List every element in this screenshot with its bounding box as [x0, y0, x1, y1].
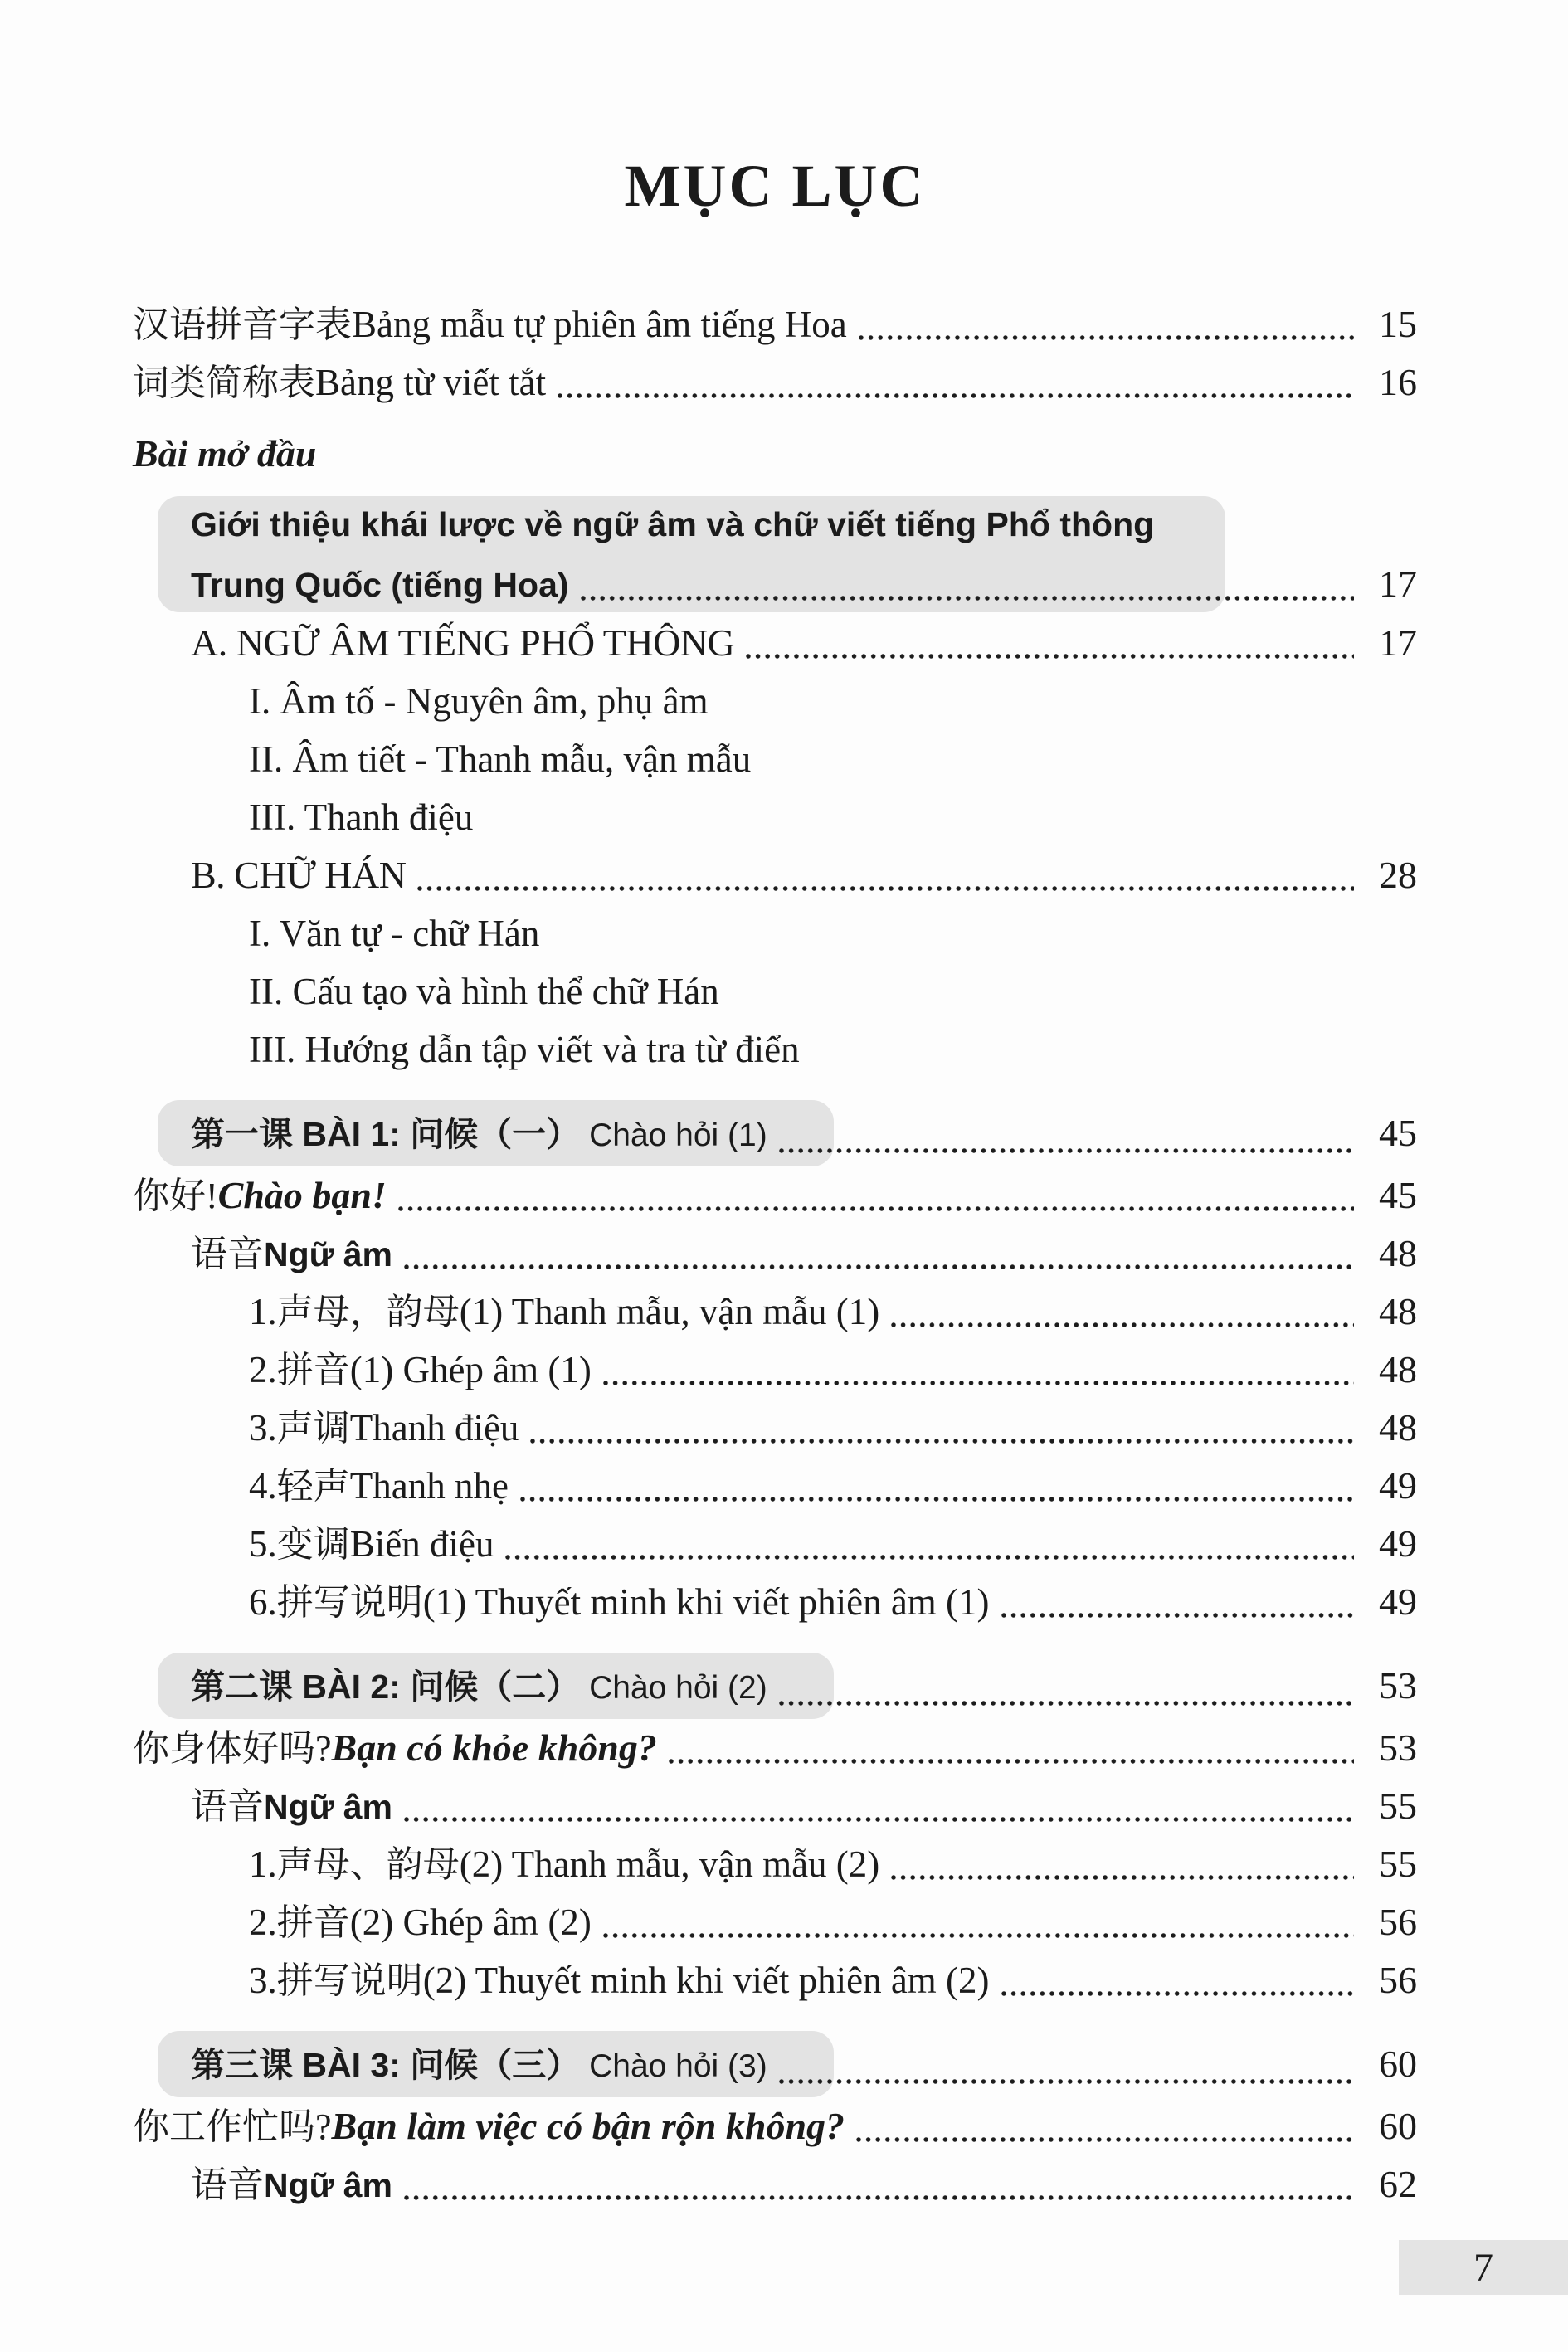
- toc-entry-text: Trung Quốc (tiếng Hoa): [191, 566, 569, 604]
- page-number: 49: [1379, 1464, 1417, 1507]
- page-number: 48: [1379, 1290, 1417, 1332]
- toc-entry-text: B. CHỮ HÁN: [191, 854, 407, 896]
- dot-leader: [859, 334, 1354, 342]
- toc-entry-text: 语音: [191, 1234, 264, 1274]
- toc-entry-text: Bạn có khỏe không?: [331, 1726, 657, 1769]
- toc-entry-text: 第一课 BÀI 1: 问候（一）: [191, 1115, 581, 1153]
- dot-leader: [404, 1263, 1354, 1271]
- section-heading: [133, 425, 1417, 483]
- page-number: 53: [1379, 1726, 1417, 1769]
- toc-row: [133, 1515, 1417, 1573]
- toc-row: [133, 730, 1417, 788]
- toc-entry-text: 4.: [249, 1465, 277, 1507]
- toc-entry-text: Chào hỏi (2): [580, 1670, 767, 1706]
- toc-row: [133, 1283, 1417, 1341]
- page-number: 17: [1379, 621, 1417, 664]
- toc-entry-text: (1) Thanh mẫu, vận mẫu (1): [459, 1291, 880, 1332]
- toc-row: [133, 1835, 1417, 1893]
- toc-entry-text: 1.: [249, 1843, 277, 1885]
- toc-entry-text: 轻声: [276, 1466, 350, 1507]
- toc-entry-text: (1) Ghép âm (1): [349, 1349, 592, 1390]
- toc-entry-text: II. Cấu tạo và hình thể chữ Hán: [249, 971, 719, 1012]
- intro-section: [133, 494, 1417, 614]
- dot-leader: [779, 1699, 1354, 1707]
- dot-leader: [891, 1321, 1354, 1329]
- dot-leader: [520, 1495, 1354, 1503]
- toc-entry-text: 声调: [276, 1408, 350, 1449]
- dot-leader: [603, 1379, 1354, 1387]
- toc-entry-text: 你身体好吗?: [133, 1728, 332, 1769]
- toc-row: [133, 962, 1417, 1020]
- dot-leader: [581, 594, 1354, 602]
- dot-leader: [1001, 1989, 1354, 1998]
- dot-leader: [779, 1147, 1354, 1155]
- toc-row: [133, 788, 1417, 846]
- page-number: 45: [1379, 1112, 1417, 1154]
- toc-entry-text: 拼音: [276, 1902, 350, 1943]
- dot-leader: [891, 1873, 1354, 1882]
- toc-entry-text: Biến điệu: [349, 1523, 494, 1565]
- toc-row: [133, 2155, 1417, 2213]
- toc-entry-text: I. Văn tự - chữ Hán: [249, 913, 540, 954]
- toc-entry-text: Bài mở đầu: [133, 432, 317, 475]
- page-number: 60: [1379, 2105, 1417, 2147]
- toc-entry-text: (2) Thanh mẫu, vận mẫu (2): [459, 1843, 880, 1885]
- page-number: 55: [1379, 1785, 1417, 1827]
- toc-entry-text: Chào hỏi (3): [580, 2048, 767, 2084]
- toc-entry-text: 3.: [249, 1407, 277, 1449]
- dot-leader: [746, 652, 1354, 660]
- toc-entry-text: Bảng mẫu tự phiên âm tiếng Hoa: [352, 304, 847, 345]
- toc-entry-text: Chào bạn!: [217, 1174, 387, 1216]
- toc-entry-text: Thanh điệu: [349, 1407, 519, 1449]
- lesson-row: [133, 2031, 1417, 2097]
- page-number: 45: [1379, 1174, 1417, 1216]
- toc-entry-text: I. Âm tố - Nguyên âm, phụ âm: [249, 680, 709, 722]
- page-number: 49: [1379, 1522, 1417, 1565]
- toc-entry-text: II. Âm tiết - Thanh mẫu, vận mẫu: [249, 738, 752, 780]
- toc-row: [133, 1457, 1417, 1515]
- toc-entry-text: III. Thanh điệu: [249, 796, 474, 838]
- toc-content: [133, 0, 1417, 2213]
- toc-row: [133, 1893, 1417, 1951]
- page-number: 48: [1379, 1406, 1417, 1449]
- page-number: 15: [1379, 303, 1417, 345]
- toc-row: [133, 1399, 1417, 1457]
- dot-leader: [856, 2135, 1354, 2144]
- footer-page-number: 7: [1473, 2245, 1493, 2290]
- lesson-title: [133, 2032, 767, 2106]
- page-title: MỤC LỤC: [624, 153, 926, 219]
- lesson-row: [133, 1653, 1417, 1719]
- toc-entry-text: 语音: [191, 1786, 264, 1827]
- toc-row: [133, 295, 1417, 353]
- toc-entry-text: 6.: [249, 1581, 277, 1623]
- toc-row: [133, 672, 1417, 730]
- toc-row: [133, 1341, 1417, 1399]
- toc-entry-text: 第三课 BÀI 3: 问候（三）: [191, 2046, 581, 2084]
- toc-row: [133, 1777, 1417, 1835]
- toc: [133, 295, 1417, 2213]
- page-number: 48: [1379, 1232, 1417, 1274]
- toc-entry-text: 语音: [191, 2165, 264, 2205]
- dot-leader: [669, 1757, 1354, 1765]
- toc-entry-text: (2) Thuyết minh khi viết phiên âm (2): [422, 1960, 990, 2001]
- page-number: 62: [1379, 2163, 1417, 2205]
- toc-entry-text: A. NGỮ ÂM TIẾNG PHỔ THÔNG: [191, 621, 735, 664]
- toc-entry-text: 词类简称表: [133, 363, 315, 403]
- toc-row: [133, 494, 1417, 554]
- dot-leader: [530, 1437, 1354, 1445]
- toc-entry-text: 拼音: [276, 1350, 350, 1390]
- lesson-title: [133, 1101, 767, 1176]
- toc-entry-text: 5.: [249, 1523, 277, 1565]
- dot-leader: [603, 1931, 1354, 1940]
- lesson-row: [133, 1100, 1417, 1166]
- dot-leader: [404, 1815, 1354, 1824]
- page-number: 53: [1379, 1664, 1417, 1707]
- toc-entry-text: Chào hỏi (1): [580, 1118, 767, 1153]
- toc-entry-text: (2) Ghép âm (2): [349, 1902, 592, 1943]
- toc-entry-text: 你工作忙吗?: [133, 2106, 332, 2147]
- page-number: 16: [1379, 361, 1417, 403]
- toc-row: [133, 1573, 1417, 1631]
- page-number: 49: [1379, 1580, 1417, 1623]
- toc-entry-text: Giới thiệu khái lược về ngữ âm và chữ viết tiếng Phổ thông: [191, 505, 1155, 543]
- page-number: 55: [1379, 1843, 1417, 1885]
- page-number: 17: [1379, 562, 1417, 605]
- toc-entry-text: 2.: [249, 1349, 277, 1390]
- toc-entry-text: Thanh nhẹ: [349, 1465, 509, 1507]
- toc-row: [133, 1951, 1417, 2009]
- dot-leader: [558, 392, 1354, 400]
- toc-row: [133, 1020, 1417, 1079]
- toc-entry-text: Bạn làm việc có bận rộn không?: [331, 2105, 845, 2147]
- toc-row: [133, 846, 1417, 904]
- toc-row: [133, 554, 1417, 614]
- toc-entry-text: Ngữ âm: [264, 1788, 392, 1826]
- page-number: 28: [1379, 854, 1417, 896]
- toc-entry-text: 变调: [276, 1524, 350, 1565]
- toc-entry-text: 拼写说明: [276, 1960, 423, 2001]
- toc-entry-text: Ngữ âm: [264, 1235, 392, 1273]
- toc-row: [133, 904, 1417, 962]
- toc-entry-text: 1.: [249, 1291, 277, 1332]
- page-number: 56: [1379, 1901, 1417, 1943]
- page-number: 60: [1379, 2043, 1417, 2085]
- toc-row: [133, 353, 1417, 411]
- toc-entry-text: III. Hướng dẫn tập viết và tra từ điển: [249, 1029, 800, 1070]
- toc-entry-text: 汉语拼音字表: [133, 304, 352, 345]
- page-number: 48: [1379, 1348, 1417, 1390]
- toc-entry-text: 2.: [249, 1902, 277, 1943]
- toc-entry-text: 声母，韵母: [276, 1292, 460, 1332]
- toc-row: [133, 614, 1417, 672]
- toc-entry-text: 声母、韵母: [276, 1844, 460, 1885]
- footer-page-tab: [1399, 2240, 1568, 2295]
- dot-leader: [398, 1205, 1354, 1213]
- toc-entry-text: Bảng từ viết tắt: [315, 362, 547, 403]
- dot-leader: [505, 1553, 1354, 1561]
- toc-entry-text: 3.: [249, 1960, 277, 2001]
- toc-row: [133, 1225, 1417, 1283]
- dot-leader: [404, 2194, 1354, 2202]
- page-number: 56: [1379, 1959, 1417, 2001]
- dot-leader: [779, 2077, 1354, 2086]
- dot-leader: [1001, 1611, 1354, 1619]
- dot-leader: [417, 884, 1354, 893]
- toc-entry-text: 第二课 BÀI 2: 问候（二）: [191, 1668, 581, 1706]
- toc-entry-text: (1) Thuyết minh khi viết phiên âm (1): [422, 1581, 990, 1623]
- toc-entry-text: 你好!: [133, 1176, 218, 1216]
- lesson-title: [133, 1653, 767, 1728]
- toc-entry-text: Ngữ âm: [264, 2166, 392, 2204]
- toc-entry-text: 拼写说明: [276, 1582, 423, 1623]
